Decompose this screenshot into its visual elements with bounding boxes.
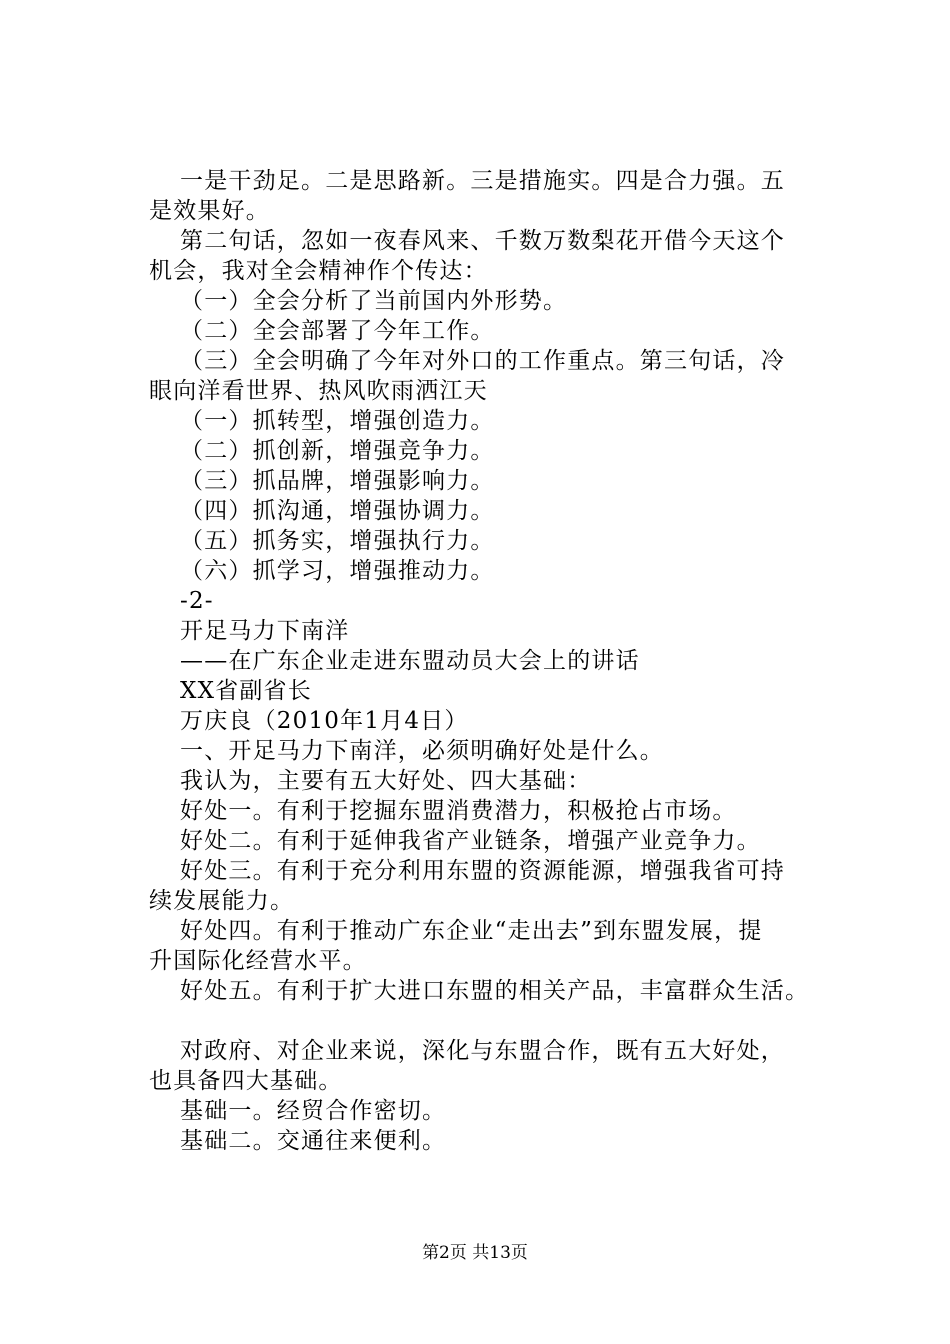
text-line: （五）抓务实，增强执行力。 bbox=[180, 528, 495, 554]
document-body bbox=[149, 166, 840, 1156]
text-line: 好处二。有利于延伸我省产业链条，增强产业竞争力。 bbox=[180, 828, 761, 854]
text-line: 基础二。交通往来便利。 bbox=[180, 1128, 447, 1154]
blank-line bbox=[180, 1006, 840, 1036]
text-line: （六）抓学习，增强推动力。 bbox=[180, 558, 495, 584]
text-line: 好处三。有利于充分利用东盟的资源能源，增强我省可持 bbox=[180, 858, 785, 884]
text-line: 机会，我对全会精神作个传达： bbox=[149, 258, 488, 284]
text-line: （一）全会分析了当前国内外形势。 bbox=[180, 288, 568, 314]
text-line: 对政府、对企业来说，深化与东盟合作，既有五大好处， bbox=[180, 1038, 785, 1064]
text-line: （二）抓创新，增强竞争力。 bbox=[180, 438, 495, 464]
speech-subtitle: ——在广东企业走进东盟动员大会上的讲话 bbox=[180, 648, 640, 674]
speech-title: 开足马力下南洋 bbox=[180, 618, 350, 644]
page-marker: -2- bbox=[180, 588, 214, 614]
text-line: （三）抓品牌，增强影响力。 bbox=[180, 468, 495, 494]
text-line: 是效果好。 bbox=[149, 198, 270, 224]
text-line: 眼向洋看世界、热风吹雨洒江天 bbox=[149, 378, 488, 404]
speaker-date: 万庆良（2010年1月4日） bbox=[180, 708, 469, 734]
text-line: 好处一。有利于挖掘东盟消费潜力，积极抢占市场。 bbox=[180, 798, 737, 824]
text-line: 一、开足马力下南洋，必须明确好处是什么。 bbox=[180, 738, 664, 764]
text-line: （一）抓转型，增强创造力。 bbox=[180, 408, 495, 434]
text-line: 升国际化经营水平。 bbox=[149, 948, 367, 974]
text-line: （二）全会部署了今年工作。 bbox=[180, 318, 495, 344]
text-line: （三）全会明确了今年对外口的工作重点。第三句话，冷 bbox=[180, 348, 785, 374]
page-footer: 第2页 共13页 bbox=[422, 1243, 528, 1263]
text-line: 续发展能力。 bbox=[149, 888, 295, 914]
text-line: 也具备四大基础。 bbox=[149, 1068, 343, 1094]
text-line: 我认为，主要有五大好处、四大基础： bbox=[180, 768, 592, 794]
text-line: 一是干劲足。二是思路新。三是措施实。四是合力强。五 bbox=[180, 168, 785, 194]
text-line: 基础一。经贸合作密切。 bbox=[180, 1098, 447, 1124]
text-line: （四）抓沟通，增强协调力。 bbox=[180, 498, 495, 524]
speaker-title: XX省副省长 bbox=[180, 678, 312, 704]
text-line: 好处五。有利于扩大进口东盟的相关产品，丰富群众生活。 bbox=[180, 978, 810, 1004]
text-line: 好处四。有利于推动广东企业“走出去”到东盟发展，提 bbox=[180, 918, 763, 944]
text-line: 第二句话，忽如一夜春风来、千数万数梨花开借今天这个 bbox=[180, 228, 785, 254]
